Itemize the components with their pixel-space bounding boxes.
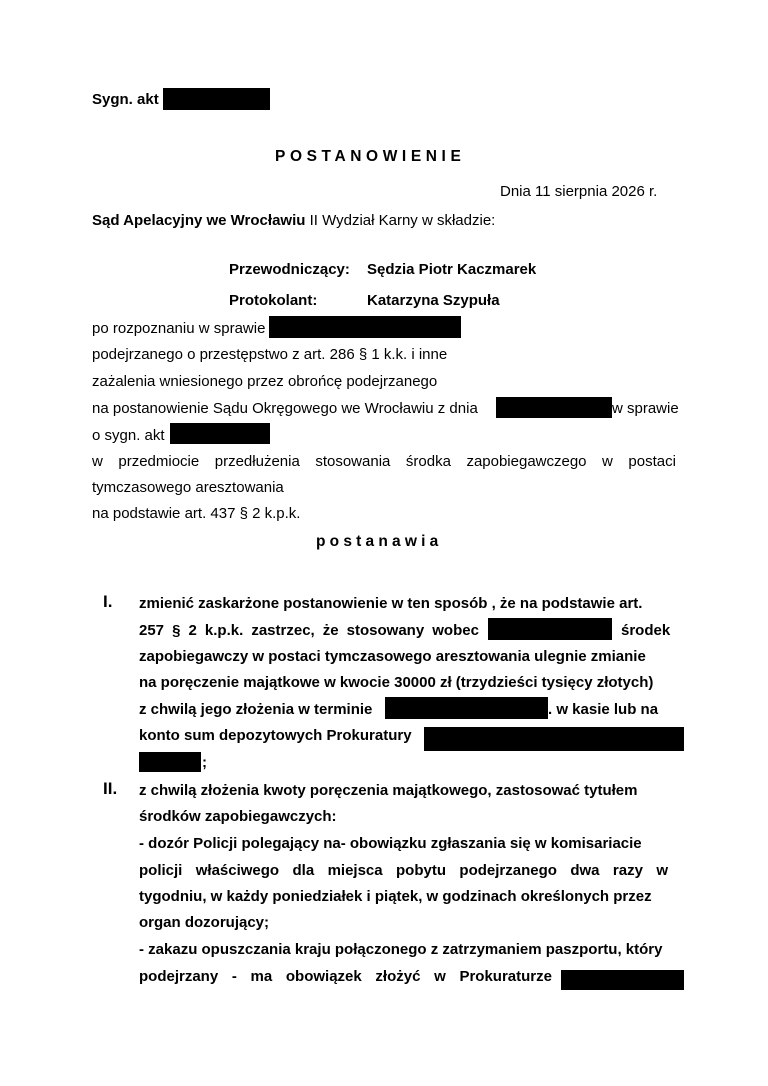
point-1-line-2a	[139, 622, 479, 640]
point-1-line-5b: . w kasie lub na	[548, 701, 659, 718]
clerk-label: Protokolant:	[229, 292, 318, 309]
court-division: II Wydział Karny w składzie:	[305, 212, 496, 229]
word: przedłużenia	[214, 453, 300, 470]
intro-line-8: na podstawie art. 437 § 2 k.p.k.	[92, 505, 301, 522]
point-2-line-3: - dozór Policji polegający na- obowiązku zgłaszania się w komisariacie	[139, 835, 642, 852]
word: w	[92, 453, 103, 470]
intro-line-6	[92, 453, 676, 471]
word: razy	[612, 862, 643, 879]
point-2-numeral: II.	[103, 779, 118, 798]
clerk-value: Katarzyna Szypuła	[367, 292, 500, 309]
point-2-line-5: tygodniu, w każdy poniedziałek i piątek, w godzinach określonych przez	[139, 888, 652, 905]
word: 2	[188, 622, 197, 639]
word: w	[434, 968, 446, 985]
redaction-suspect-name	[488, 618, 612, 640]
point-2-line-6: organ dozorujący;	[139, 914, 270, 931]
point-2-line-1: z chwilą złożenia kwoty poręczenia majątkowego, zastosować tytułem	[139, 782, 638, 799]
chair-value: Sędzia Piotr Kaczmarek	[367, 261, 537, 278]
word: przedmiocie	[118, 453, 200, 470]
word: policji	[139, 862, 183, 879]
word: w	[602, 453, 613, 470]
word: miejsca	[327, 862, 383, 879]
word: -	[231, 968, 237, 985]
word: postaci	[628, 453, 676, 470]
point-1-line-5a: z chwilą jego złożenia w terminie	[139, 701, 373, 718]
word: środka	[405, 453, 451, 470]
point-1-line-3: zapobiegawczy w postaci tymczasowego aresztowania ulegnie zmianie	[139, 648, 646, 665]
intro-line-2: podejrzanego o przestępstwo z art. 286 § 1 k.k. i inne	[92, 346, 448, 363]
word: 257	[139, 622, 165, 639]
intro-line-1: po rozpoznaniu w sprawie	[92, 320, 266, 337]
word: stosowany	[346, 622, 425, 639]
word: zastrzec,	[251, 622, 315, 639]
point-2-line-7: - zakazu opuszczania kraju połączonego z zatrzymaniem paszportu, który	[139, 941, 663, 958]
intro-line-3: zażalenia wniesionego przez obrońcę podejrzanego	[92, 373, 438, 390]
word: dwa	[570, 862, 600, 879]
court-name: Sąd Apelacyjny we Wrocławiu	[92, 212, 306, 229]
point-2-line-8	[139, 968, 552, 986]
word: pobytu	[396, 862, 447, 879]
redaction-signature	[170, 423, 270, 444]
document-title: POSTANOWIENIE	[275, 148, 466, 165]
redaction-case-name	[269, 316, 461, 338]
word: zapobiegawczego	[466, 453, 587, 470]
case-number-label: Sygn. akt	[92, 91, 159, 108]
intro-line-4a: na postanowienie Sądu Okręgowego we Wrocławiu z dnia	[92, 400, 478, 417]
decides-heading: postanawia	[316, 533, 443, 550]
word: że	[322, 622, 339, 639]
word: złożyć	[375, 968, 421, 985]
point-1-line-6: konto sum depozytowych Prokuratury	[139, 727, 412, 744]
word: w	[656, 862, 668, 879]
document-date: Dnia 11 sierpnia 2026 r.	[500, 183, 658, 200]
word: wobec	[432, 622, 479, 639]
chair-label: Przewodniczący:	[229, 261, 350, 278]
word: Prokuraturze	[459, 968, 552, 985]
word: właściwego	[195, 862, 280, 879]
word: podejrzany	[139, 968, 219, 985]
word: podejrzanego	[459, 862, 557, 879]
redaction-date	[496, 397, 612, 418]
redaction-prosecutor-office-cont	[139, 752, 201, 772]
point-1-line-4: na poręczenie majątkowe w kwocie 30000 zł (trzydzieści tysięcy złotych)	[139, 674, 654, 691]
word: k.p.k.	[204, 622, 244, 639]
redaction-case-number	[163, 88, 270, 110]
word: stosowania	[315, 453, 391, 470]
redaction-prosecutor-office	[424, 727, 684, 751]
intro-line-4b: w sprawie	[612, 400, 679, 417]
redaction-prosecutor-office-2	[561, 970, 684, 990]
point-1-line-1: zmienić zaskarżone postanowienie w ten sposób , że na podstawie art.	[139, 595, 643, 612]
intro-line-5: o sygn. akt	[92, 427, 165, 444]
point-2-line-4	[139, 862, 668, 880]
intro-line-7: tymczasowego aresztowania	[92, 479, 284, 496]
point-1-line-2b: środek	[621, 622, 671, 639]
word: dla	[292, 862, 315, 879]
point-1-line-7: ;	[202, 754, 207, 771]
word: obowiązek	[285, 968, 362, 985]
redaction-deadline	[385, 697, 548, 719]
court-line	[92, 212, 495, 230]
word: §	[172, 622, 181, 639]
point-2-line-2: środków zapobiegawczych:	[139, 808, 337, 825]
word: ma	[250, 968, 273, 985]
point-1-numeral: I.	[103, 592, 113, 611]
